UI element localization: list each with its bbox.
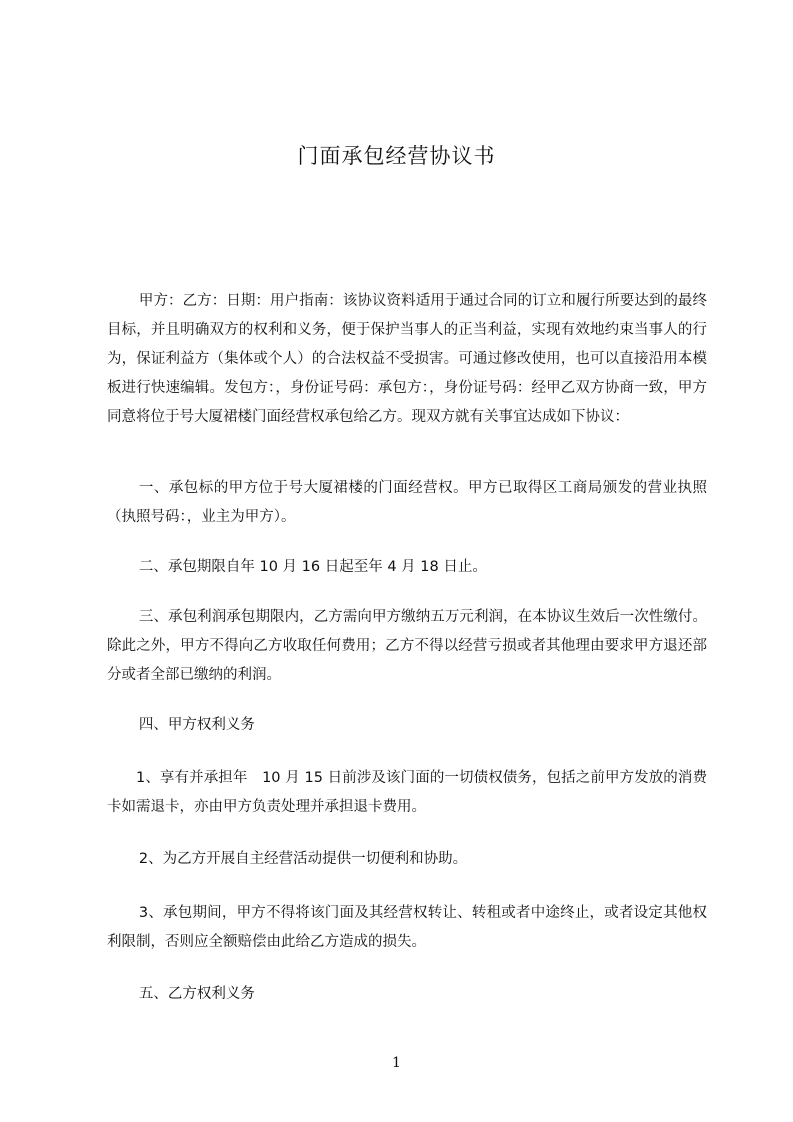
clause-3: 三、承包利润承包期限内，乙方需向甲方缴纳五万元利润，在本协议生效后一次性缴付。除此之外，甲方不得向乙方收取任何费用；乙方不得以经营亏损或者其他理由要求甲方退还部分或者全部已缴纳的利润。: [107, 609, 707, 683]
clause-4-item-1: 1、享有并承担年 10 月 15 日前涉及该门面的一切债权债务，包括之前甲方发放的消费卡如需退卡，亦由甲方负责处理并承担退卡费用。: [107, 770, 707, 815]
clause-4-heading: 四、甲方权利义务: [138, 717, 255, 733]
clause-1: 一、承包标的甲方位于号大厦裙楼的门面经营权。甲方已取得区工商局颁发的营业执照（执照号码：，业主为甲方）。: [107, 480, 707, 525]
document-title: 门面承包经营协议书: [297, 144, 496, 168]
page-number: 1: [392, 1055, 401, 1071]
clause-5-heading: 五、乙方权利义务: [138, 986, 255, 1002]
clause-4-item-2: 2、为乙方开展自主经营活动提供一切便利和协助。: [138, 851, 468, 867]
clause-2: 二、承包期限自年 10 月 16 日起至年 4 月 18 日止。: [138, 559, 487, 575]
clause-4-item-3: 3、承包期间，甲方不得将该门面及其经营权转让、转租或者中途终止，或者设定其他权利限制，否则应全额赔偿由此给乙方造成的损失。: [107, 905, 707, 950]
intro-paragraph: 甲方：乙方：日期：用户指南：该协议资料适用于通过合同的订立和履行所要达到的最终目标，并且明确双方的权利和义务，便于保护当事人的正当利益，实现有效地约束当事人的行为，保证利益方（集体或个人）的合法权益不受损害。可通过修改使用，也可以直接沿用本模板进行快速编辑。发包方：，身份证号码：承包方：，身份证号码：经甲乙双方协商一致，甲方同意将位于号大厦裙楼门面经营权承包给乙方。现双方就有关事宜达成如下协议：: [107, 293, 707, 425]
